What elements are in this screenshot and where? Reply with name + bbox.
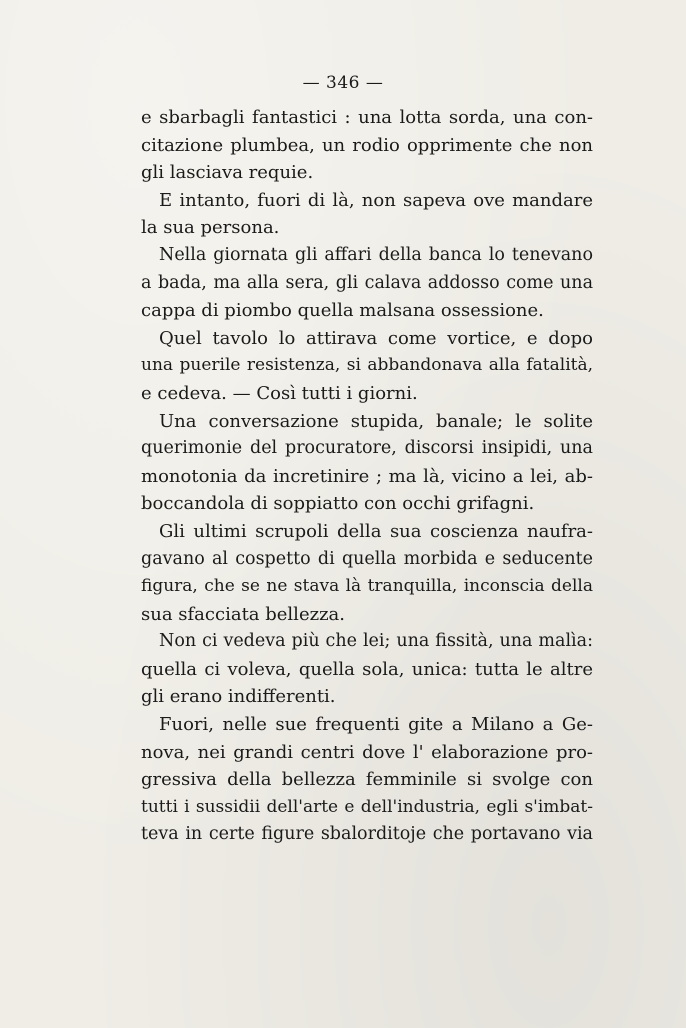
text-line: nova, nei grandi centri dove l' elaborazione pro- [141, 741, 593, 763]
text-line: Nella giornata gli affari della banca lo tenevano [159, 244, 593, 265]
text-line: sua sfacciata bellezza. [141, 603, 346, 625]
text-line: gavano al cospetto di quella morbida e seducente [141, 548, 593, 569]
text-line: boccandola di soppiatto con occhi grifagni. [141, 493, 535, 515]
text-line: Non ci vedeva più che lei; una fissità, una malìa: [159, 631, 593, 652]
text-line: Quel tavolo lo attirava come vortice, e dopo [159, 327, 593, 349]
text-line: gli lasciava requie. [141, 162, 314, 184]
text-line: cappa di piombo quella malsana ossessione. [141, 300, 544, 322]
text-line: tutti i sussidii dell'arte e dell'industria, egli s'imbat- [141, 796, 593, 817]
page-number: — 346 — [302, 73, 384, 93]
text-line: Una conversazione stupida, banale; le solite [159, 410, 593, 432]
text-line: Gli ultimi scrupoli della sua coscienza naufra- [159, 520, 593, 542]
text-line: la sua persona. [141, 217, 280, 239]
text-line: citazione plumbea, un rodio opprimente che non [141, 134, 593, 156]
text-line: figura, che se ne stava là tranquilla, inconscia della [141, 576, 593, 597]
text-line: E intanto, fuori di là, non sapeva ove mandare [159, 189, 593, 211]
text-line: una puerile resistenza, si abbandonava alla fatalità, [141, 355, 593, 376]
text-line: e cedeva. — Così tutti i giorni. [141, 382, 418, 404]
body-text [141, 104, 593, 849]
text-line: e sbarbagli fantastici : una lotta sorda, una con- [141, 107, 593, 128]
text-line: gli erano indifferenti. [141, 686, 336, 708]
text-line: teva in certe figure sbalorditoje che portavano via [141, 824, 593, 845]
text-line: a bada, ma alla sera, gli calava addosso come una [141, 272, 593, 293]
text-line: gressiva della bellezza femminile si svolge con [141, 769, 593, 791]
text-line: quella ci voleva, quella sola, unica: tutta le altre [141, 658, 593, 680]
text-line: querimonie del procuratore, discorsi insipidi, una [141, 438, 593, 459]
text-line: monotonia da incretinire ; ma là, vicino a lei, ab- [141, 465, 593, 487]
text-line: Fuori, nelle sue frequenti gite a Milano a Ge- [159, 714, 593, 736]
